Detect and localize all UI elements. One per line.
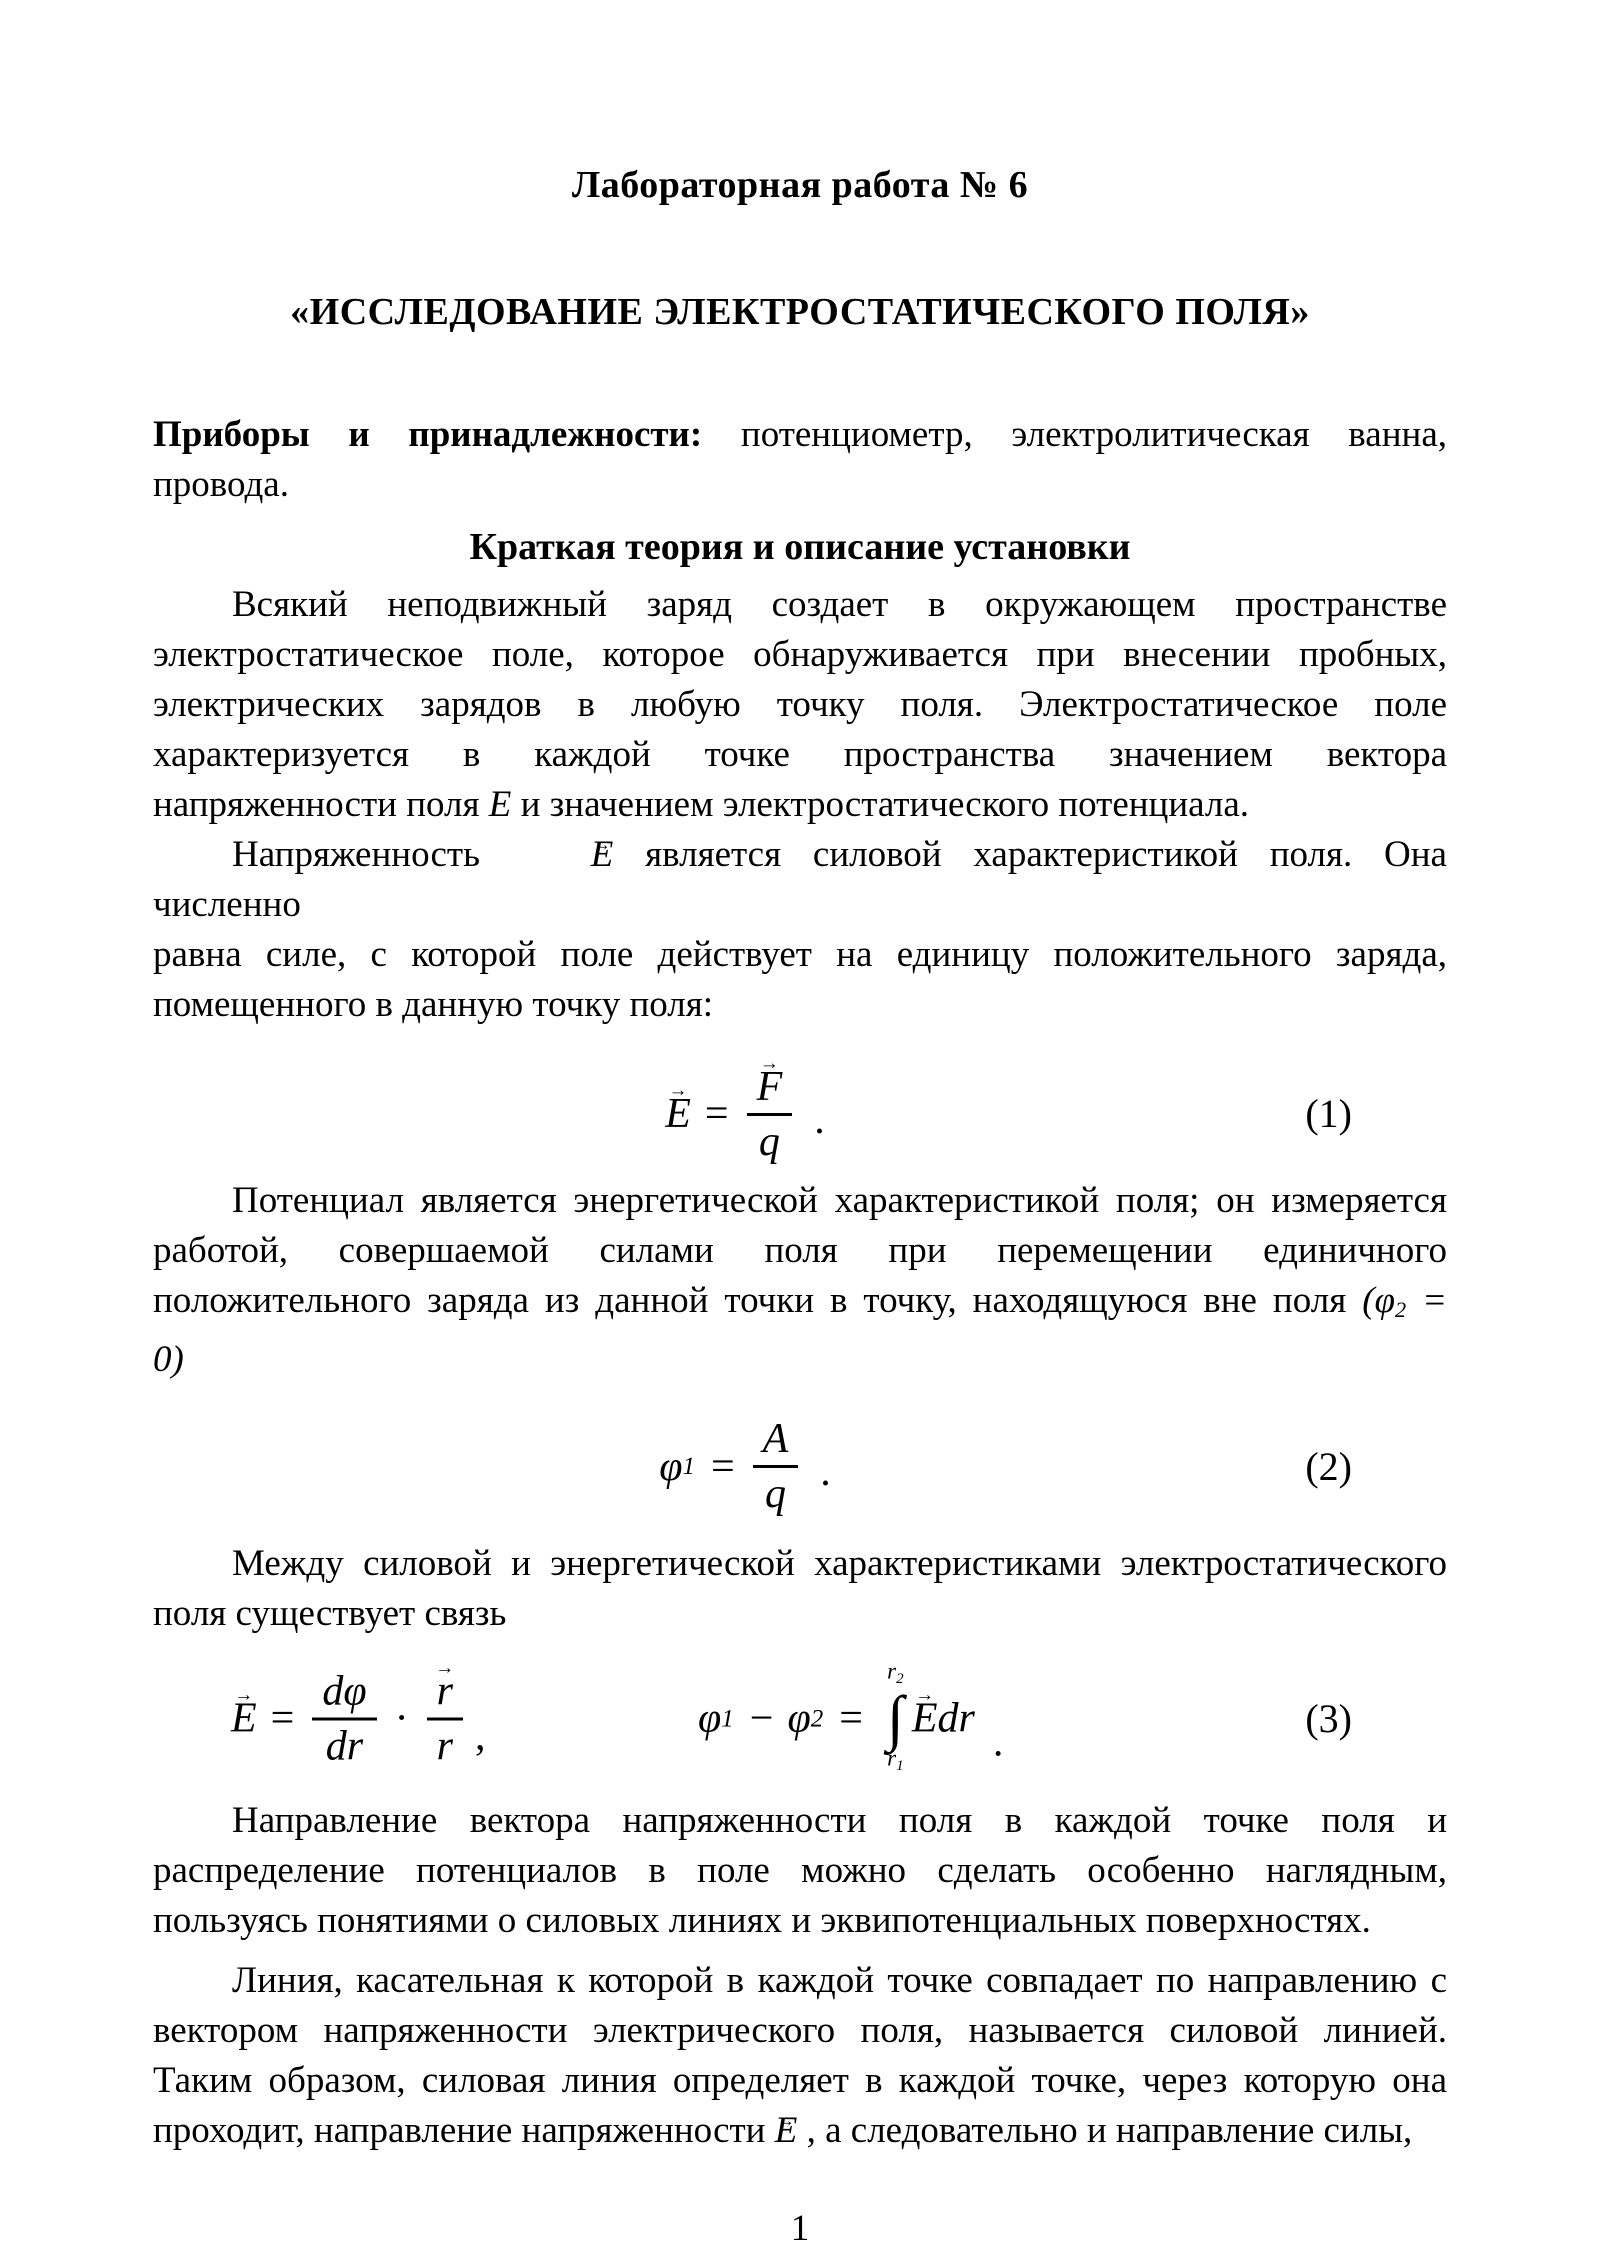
formula-1 <box>153 1052 1447 1176</box>
denominator-dr: dr <box>325 1723 364 1770</box>
formula-2 <box>153 1415 1447 1519</box>
text-line: электростатическое поле, которое обнаруживается при внесении пробных, <box>153 634 1447 675</box>
text-line: работой, совершаемой силами поля при перемещении единичного <box>153 1230 1447 1271</box>
text-line: Таким образом, силовая линия определяет в каждой точке, через которую она <box>153 2059 1447 2101</box>
main-title: «ИССЛЕДОВАНИЕ ЭЛЕКТРОСТАТИЧЕСКОГО ПОЛЯ» <box>290 291 1310 333</box>
text-line: провода. <box>153 464 289 505</box>
text-line: пользуясь понятиями о силовых линиях и эквипотенциальных поверхностях. <box>153 1899 1371 1941</box>
vector-E-symbol: E → <box>912 1698 938 1740</box>
text-line: Приборы и принадлежности: потенциометр, электролитическая ванна, <box>153 414 1447 455</box>
paragraph-relation <box>153 1539 1447 1639</box>
equation-number-2: (2) <box>1305 1443 1352 1489</box>
integral-with-limits <box>887 1660 904 1777</box>
fraction-dphi-over-dr <box>312 1668 376 1770</box>
text-line: поля существует связь <box>153 1592 507 1634</box>
denominator-q: q <box>764 1471 786 1518</box>
vector-E-symbol: E → <box>665 1093 691 1135</box>
equals-sign: = <box>270 1695 295 1742</box>
text-line: Линия, касательная к которой в каждой точке совпадает по направлению с <box>232 1959 1447 2001</box>
vector-F-symbol: F → <box>757 1066 783 1108</box>
equals-sign: = <box>839 1695 863 1742</box>
text-line: электрических зарядов в любую точку поля. Электростатическое поле <box>153 684 1447 725</box>
phi-symbol: φ <box>659 1443 683 1490</box>
text-line: напряженности поля E и значением электростатического потенциала. <box>153 784 1250 825</box>
formula-3-gradient-expression <box>231 1668 486 1770</box>
text-line: проходит, направление напряженности E → , а следовательно и направление силы, <box>153 2106 1447 2156</box>
section-heading: Краткая теория и описание установки <box>469 526 1131 568</box>
text-line: Напряженность E → является силовой характеристикой поля. Она численно <box>153 830 1447 930</box>
numerator-A: A <box>753 1418 799 1468</box>
text-line: характеризуется в каждой точке пространства значением вектора <box>153 734 1447 775</box>
integral-upper-limit: r2 <box>887 1658 904 1687</box>
equipment-paragraph <box>153 410 1447 510</box>
phi-subscript-2: 2 <box>810 1705 824 1733</box>
text-line: Потенциал является энергетической характеристикой поля; он измеряется <box>232 1180 1447 1221</box>
text-line: Направление вектора напряженности поля в каждой точке поля и <box>232 1799 1447 1841</box>
fraction-A-over-q <box>753 1416 799 1518</box>
multiplication-dot: · <box>394 1695 409 1742</box>
paragraph-direction <box>153 1796 1447 1946</box>
text-line: 0) <box>153 1338 184 1380</box>
paragraph-potential <box>153 1176 1447 1385</box>
vector-r-symbol: r → <box>437 1670 453 1712</box>
minus-sign: − <box>749 1695 774 1742</box>
formula-3 <box>153 1657 1447 1781</box>
lab-title: Лабораторная работа № 6 <box>571 164 1029 206</box>
text-line: равна силе, с которой поле действует на единицу положительного заряда, <box>153 934 1447 975</box>
formula-period: . <box>820 1449 831 1496</box>
equation-number-1: (1) <box>1305 1091 1352 1136</box>
differential-dr: dr <box>937 1695 975 1742</box>
text-line: Всякий неподвижный заряд создает в окружающем пространстве <box>232 584 1447 625</box>
denominator-r: r <box>436 1723 453 1770</box>
paragraph-field-intro <box>153 580 1447 830</box>
formula-3-integral-expression <box>698 1660 1003 1777</box>
text-line: вектором напряженности электрического поля, называется силовой линией. <box>153 2009 1447 2051</box>
paragraph-field-strength <box>153 830 1447 1030</box>
equation-number-3: (3) <box>1305 1695 1352 1741</box>
phi-symbol: φ <box>787 1695 811 1742</box>
formula-2-expression <box>659 1416 831 1518</box>
equals-sign: = <box>704 1091 729 1137</box>
formula-comma: , <box>474 1713 486 1760</box>
page-number: 1 <box>790 2207 810 2249</box>
denominator-q: q <box>758 1118 780 1165</box>
text-line: помещенного в данную точку поля: <box>153 984 714 1025</box>
text-line: распределение потенциалов в поле можно сделать особенно наглядным, <box>153 1849 1447 1891</box>
paragraph-force-line <box>153 1956 1447 2156</box>
fraction-r-over-r <box>427 1668 463 1770</box>
formula-period: . <box>992 1719 1004 1766</box>
fraction-F-over-q <box>747 1063 793 1165</box>
integral-lower-limit: r1 <box>887 1745 904 1775</box>
equals-sign: = <box>710 1443 735 1490</box>
text-line: положительного заряда из данной точки в точку, находящуюся вне поля (φ2 = <box>153 1280 1448 1322</box>
formula-1-expression <box>665 1063 825 1165</box>
phi-symbol: φ <box>698 1695 722 1742</box>
numerator-dphi: dφ <box>312 1670 376 1720</box>
text-line: Между силовой и энергетической характеристиками электростатического <box>232 1542 1447 1584</box>
formula-period: . <box>814 1096 825 1143</box>
integral-sign: ∫ <box>886 1684 904 1753</box>
vector-E-symbol: E → <box>231 1698 257 1740</box>
phi-subscript-1: 1 <box>682 1453 695 1481</box>
phi-subscript-1: 1 <box>721 1705 734 1733</box>
